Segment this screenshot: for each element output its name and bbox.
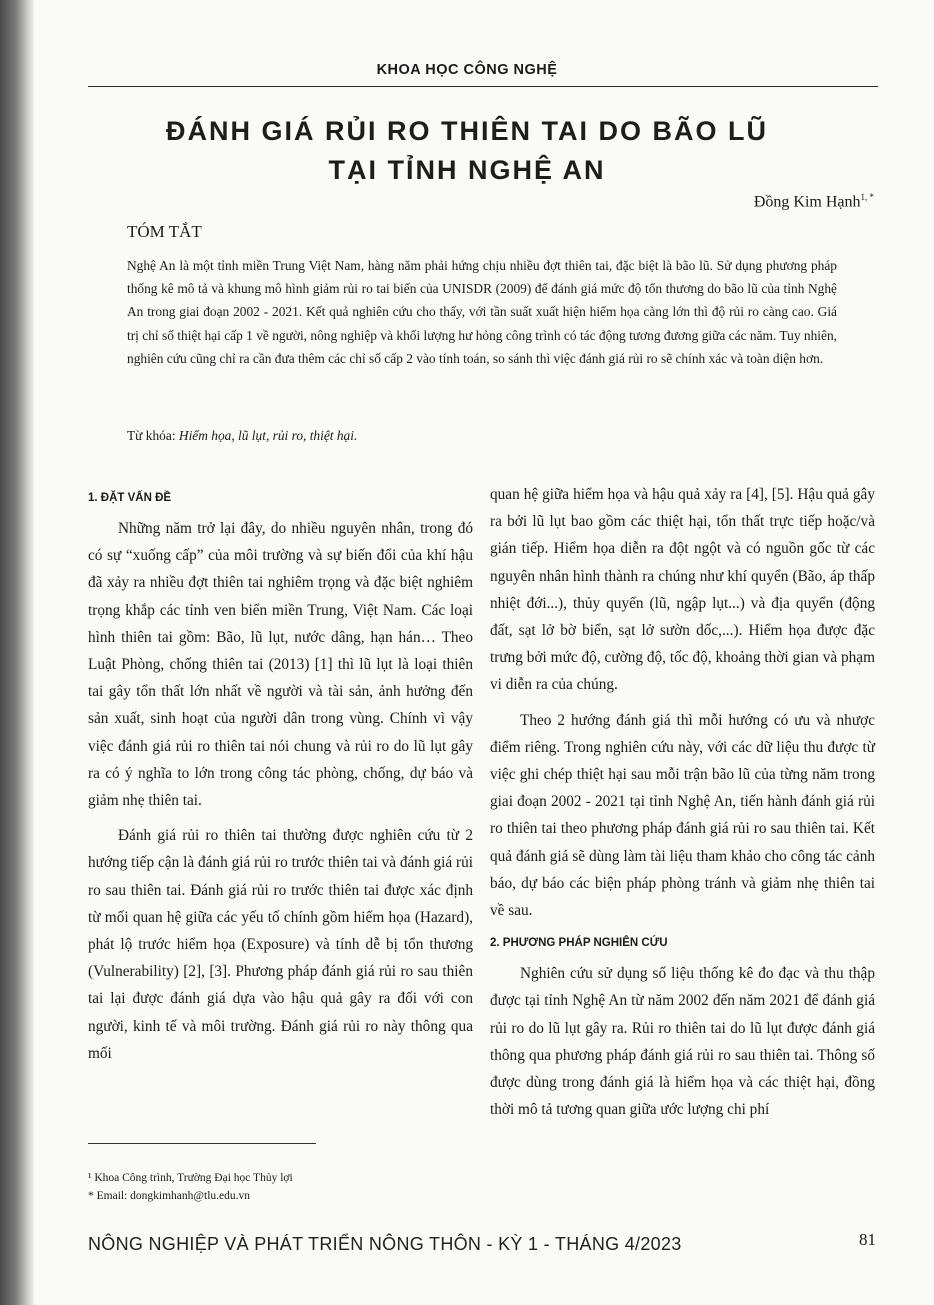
footnote-email: * Email: dongkimhanh@tlu.edu.vn: [88, 1190, 250, 1202]
section-heading-2: 2. PHƯƠNG PHÁP NGHIÊN CỨU: [490, 937, 668, 950]
author-marks: 1, *: [860, 192, 874, 202]
left-column: [88, 487, 473, 1075]
footnote-affiliation: ¹ Khoa Công trình, Trường Đại học Thủy lợi: [88, 1172, 293, 1184]
paragraph: Những năm trở lại đây, do nhiều nguyên nhân, trong đó có sự “xuống cấp” của môi trường và sự biến đổi của khí hậu đã xảy ra nhiều đợt thiên tai nghiêm trọng và đặc biệt nghiêm trọng khắp các tỉnh ven biển miền Trung, Việt Nam. Các loại hình thiên tai gồm: Bão, lũ lụt, nước dâng, hạn hán… Theo Luật Phòng, chống thiên tai (2013) [1] thì lũ lụt là loại thiên tai gây tổn thất lớn nhất về người và tài sản, ảnh hưởng đến sản xuất, sinh hoạt của người dân trong vùng. Chính vì vậy việc đánh giá rủi ro thiên tai nói chung và rủi ro do lũ lụt gây ra có ý nghĩa to lớn trong công tác phòng, chống, dự báo và giảm nhẹ thiên tai.: [88, 520, 473, 810]
article-title-line1: ĐÁNH GIÁ RỦI RO THIÊN TAI DO BÃO LŨ: [166, 116, 768, 146]
keywords: [127, 428, 357, 444]
keywords-list: Hiểm họa, lũ lụt, rủi ro, thiệt hại.: [178, 428, 358, 443]
paragraph: Nghiên cứu sử dụng số liệu thống kê đo đạc và thu thập được tại tỉnh Nghệ An từ năm 2002 đến năm 2021 để đánh giá rủi ro do lũ lụt gây ra. Rủi ro thiên tai do lũ lụt được đánh giá thông qua phương pháp đánh giá rủi ro sau thiên tai. Thông số được dùng trong đánh giá là hiểm họa và các thiệt hại, đồng thời mô tả tương quan giữa ước lượng chi phí: [490, 965, 875, 1119]
book-spine-shadow: [0, 0, 34, 1305]
author: [754, 192, 874, 211]
article-title-line2: TẠI TỈNH NGHỆ AN: [328, 155, 606, 185]
abstract-text: Nghệ An là một tỉnh miền Trung Việt Nam, hàng năm phải hứng chịu nhiều đợt thiên tai, đặc biệt là bão lũ. Sử dụng phương pháp thống kê mô tả và khung mô hình giảm rủi ro tai biến của UNISDR (2009) để đánh giá mức độ tổn thương do bão lũ của tỉnh Nghệ An trong giai đoạn 2002 - 2021. Kết quả nghiên cứu cho thấy, với tần suất xuất hiện hiểm họa càng lớn thì độ rủi ro càng cao. Giá trị chỉ số thiệt hại cấp 1 về người, nông nghiệp và khối lượng hư hỏng công trình có tác động tương đương giữa các năm. Tuy nhiên, nghiên cứu cũng chỉ ra cần đưa thêm các chỉ số cấp 2 vào tính toán, so sánh thì việc đánh giá rủi ro sẽ chính xác và toàn diện hơn.: [127, 258, 837, 366]
right-column: [490, 481, 875, 1131]
section-label: KHOA HỌC CÔNG NGHỆ: [376, 62, 558, 78]
section-heading-1: 1. ĐẶT VẤN ĐỀ: [88, 492, 172, 504]
author-name: Đồng Kim Hạnh: [753, 193, 861, 211]
paragraph: Đánh giá rủi ro thiên tai thường được nghiên cứu từ 2 hướng tiếp cận là đánh giá rủi ro trước thiên tai và đánh giá rủi ro sau thiên tai. Đánh giá rủi ro trước thiên tai được xác định từ mối quan hệ giữa các yếu tố chính gồm hiểm họa (Hazard), phát lộ trước hiểm họa (Exposure) và tính dễ bị tổn thương (Vulnerability) [2], [3]. Phương pháp đánh giá rủi ro sau thiên tai lại được đánh giá dựa vào hậu quả gây ra đối với con người, kinh tế và môi trường. Đánh giá rủi ro này thông qua mối: [88, 827, 473, 1062]
journal-footer: NÔNG NGHIỆP VÀ PHÁT TRIỂN NÔNG THÔN - KỲ 1 - THÁNG 4/2023: [88, 1234, 682, 1254]
paragraph: Theo 2 hướng đánh giá thì mỗi hướng có ưu và nhược điểm riêng. Trong nghiên cứu này, với các dữ liệu thu được từ việc ghi chép thiệt hại sau mỗi trận bão lũ của từng năm trong giai đoạn 2002 - 2021 tại tỉnh Nghệ An, tiến hành đánh giá rủi ro thiên tai theo phương pháp đánh giá rủi ro sau thiên tai. Kết quả đánh giá sẽ dùng làm tài liệu tham khảo cho công tác cảnh báo, dự báo các biện pháp phòng tránh và giảm nhẹ thiên tai về sau.: [490, 711, 875, 920]
page-number: 81: [859, 1230, 876, 1249]
abstract-heading: TÓM TẮT: [127, 222, 202, 241]
header-rule: [88, 86, 878, 87]
paragraph: quan hệ giữa hiểm họa và hậu quả xảy ra [4], [5]. Hậu quả gây ra bởi lũ lụt bao gồm các thiệt hại, tổn thất trực tiếp hoặc/và gián tiếp. Hiểm họa diễn ra đột ngột và có nguồn gốc từ các nguyên nhân hình thành ra chúng như khí quyển (Bão, áp thấp nhiệt đới...), thủy quyển (lũ, ngập lụt...) và địa quyển (động đất, sạt lở bờ biển, sạt lở sườn dốc,...). Hiểm họa được đặc trưng bởi mức độ, cường độ, tốc độ, khoảng thời gian và phạm vi diễn ra của chúng.: [490, 486, 875, 694]
keywords-label: Từ khóa:: [127, 428, 176, 443]
footnote-rule: [88, 1143, 316, 1144]
